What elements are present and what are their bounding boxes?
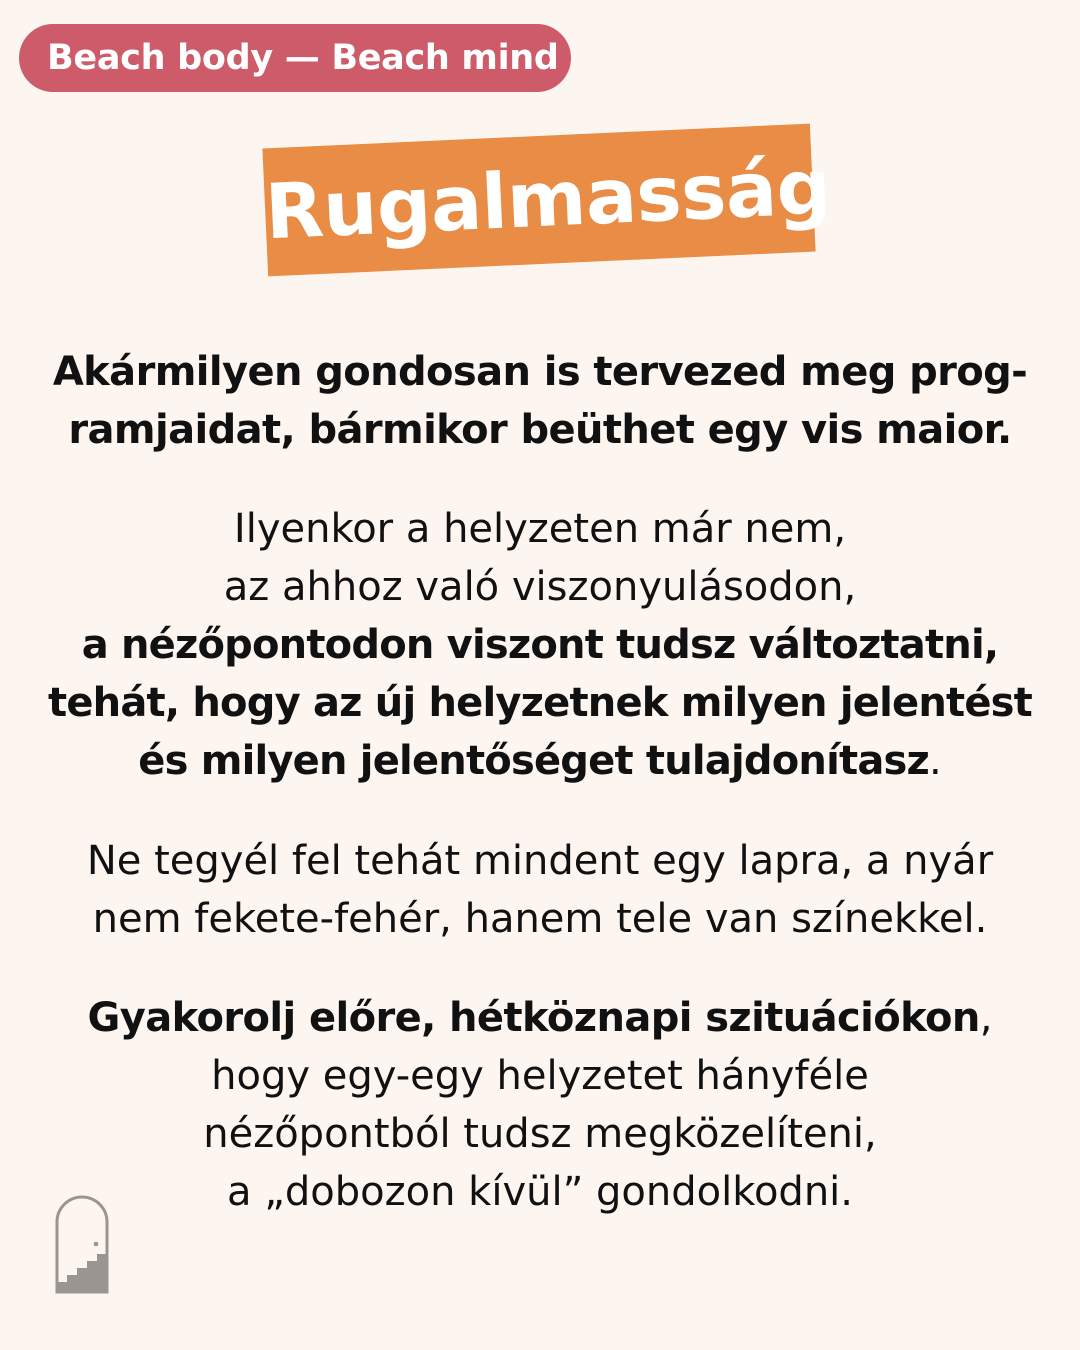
intro-line: ramjaidat, bármikor beüthet egy vis maior. bbox=[68, 407, 1012, 453]
comma: , bbox=[979, 995, 993, 1041]
intro-paragraph bbox=[0, 343, 1080, 459]
bold-phrase: Gyakorolj előre, hétköznapi szituációkon bbox=[87, 995, 980, 1041]
paragraph-line: nem fekete-fehér, hanem tele van színekkel. bbox=[92, 896, 988, 942]
paragraph-line bbox=[0, 989, 1080, 1047]
paragraph-line: Ilyenkor a helyzeten már nem, bbox=[233, 506, 847, 552]
intro-line: Akármilyen gondosan is tervezed meg prog- bbox=[52, 349, 1028, 395]
series-tag: Beach body — Beach mind bbox=[19, 24, 571, 92]
practice-paragraph bbox=[0, 989, 1080, 1221]
paragraph-line: a „dobozon kívül” gondolkodni. bbox=[226, 1169, 854, 1215]
paragraph-line: nézőpontból tudsz megközelíteni, bbox=[203, 1111, 877, 1157]
bold-phrase: és milyen jelentőséget tulajdonítasz bbox=[138, 738, 930, 784]
paragraph-line-bold: tehát, hogy az új helyzetnek milyen jelentést bbox=[48, 680, 1032, 726]
perspective-paragraph bbox=[0, 500, 1080, 790]
paragraph-line: Ne tegyél fel tehát mindent egy lapra, a nyár bbox=[86, 838, 994, 884]
paragraph-line: hogy egy-egy helyzetet hányféle bbox=[211, 1053, 869, 1099]
summer-paragraph bbox=[0, 832, 1080, 948]
paragraph-line-bold: a nézőpontodon viszont tudsz változtatni, bbox=[81, 622, 999, 668]
page-title: Rugalmasság bbox=[263, 141, 833, 257]
paragraph-line: az ahhoz való viszonyulásodon, bbox=[223, 564, 857, 610]
door-icon bbox=[54, 1194, 110, 1294]
paragraph-line bbox=[0, 732, 1080, 790]
period: . bbox=[929, 738, 942, 784]
